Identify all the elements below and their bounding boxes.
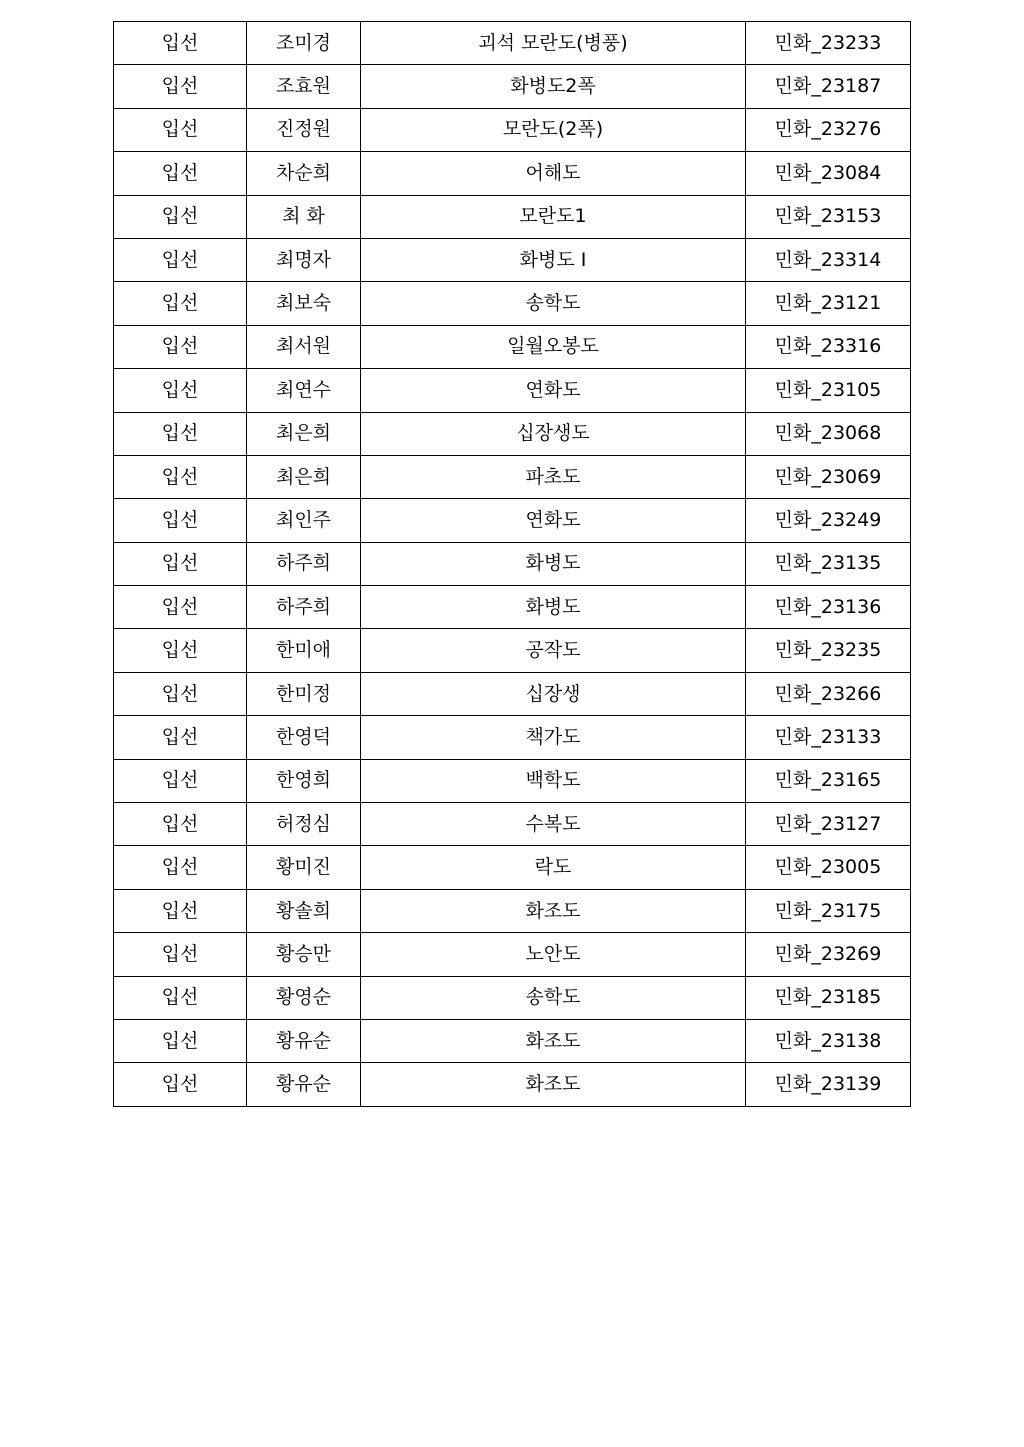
artwork-title-cell: 화병도 [361, 542, 746, 585]
artwork-title-cell: 송학도 [361, 282, 746, 325]
entry-code-cell: 민화_23165 [746, 759, 911, 802]
table-row [114, 672, 911, 715]
artwork-title-cell: 모란도(2폭) [361, 108, 746, 151]
entry-code-cell: 민화_23127 [746, 803, 911, 846]
artist-name-cell: 조효원 [247, 65, 361, 108]
entry-code-cell: 민화_23138 [746, 1019, 911, 1062]
award-cell: 입선 [114, 412, 247, 455]
table-row [114, 759, 911, 802]
artwork-title-cell: 어해도 [361, 152, 746, 195]
award-cell: 입선 [114, 108, 247, 151]
artwork-title-cell: 모란도1 [361, 195, 746, 238]
results-table-body [114, 22, 911, 1107]
table-row [114, 933, 911, 976]
artist-name-cell: 최은희 [247, 412, 361, 455]
artist-name-cell: 최명자 [247, 238, 361, 281]
artist-name-cell: 황미진 [247, 846, 361, 889]
entry-code-cell: 민화_23316 [746, 325, 911, 368]
artist-name-cell: 허정심 [247, 803, 361, 846]
artwork-title-cell: 백학도 [361, 759, 746, 802]
award-cell: 입선 [114, 586, 247, 629]
award-cell: 입선 [114, 1019, 247, 1062]
artwork-title-cell: 화병도 Ⅰ [361, 238, 746, 281]
award-cell: 입선 [114, 22, 247, 65]
artwork-title-cell: 송학도 [361, 976, 746, 1019]
artist-name-cell: 황승만 [247, 933, 361, 976]
artist-name-cell: 하주희 [247, 542, 361, 585]
artist-name-cell: 진정원 [247, 108, 361, 151]
table-row [114, 1019, 911, 1062]
entry-code-cell: 민화_23187 [746, 65, 911, 108]
artwork-title-cell: 십장생도 [361, 412, 746, 455]
table-row [114, 586, 911, 629]
award-cell: 입선 [114, 933, 247, 976]
artwork-title-cell: 십장생 [361, 672, 746, 715]
table-row [114, 1063, 911, 1106]
entry-code-cell: 민화_23249 [746, 499, 911, 542]
entry-code-cell: 민화_23314 [746, 238, 911, 281]
artwork-title-cell: 화조도 [361, 1063, 746, 1106]
award-cell: 입선 [114, 195, 247, 238]
table-row [114, 803, 911, 846]
entry-code-cell: 민화_23185 [746, 976, 911, 1019]
results-table [113, 21, 911, 1107]
entry-code-cell: 민화_23105 [746, 369, 911, 412]
table-row [114, 369, 911, 412]
entry-code-cell: 민화_23133 [746, 716, 911, 759]
award-cell: 입선 [114, 672, 247, 715]
award-cell: 입선 [114, 369, 247, 412]
entry-code-cell: 민화_23276 [746, 108, 911, 151]
table-row [114, 716, 911, 759]
table-row [114, 152, 911, 195]
artwork-title-cell: 화조도 [361, 1019, 746, 1062]
entry-code-cell: 민화_23233 [746, 22, 911, 65]
artwork-title-cell: 락도 [361, 846, 746, 889]
entry-code-cell: 민화_23139 [746, 1063, 911, 1106]
table-row [114, 195, 911, 238]
table-row [114, 499, 911, 542]
award-cell: 입선 [114, 889, 247, 932]
artist-name-cell: 한미애 [247, 629, 361, 672]
award-cell: 입선 [114, 976, 247, 1019]
entry-code-cell: 민화_23136 [746, 586, 911, 629]
artwork-title-cell: 화병도2폭 [361, 65, 746, 108]
award-cell: 입선 [114, 238, 247, 281]
table-row [114, 542, 911, 585]
table-row [114, 455, 911, 498]
artwork-title-cell: 파초도 [361, 455, 746, 498]
artist-name-cell: 황유순 [247, 1063, 361, 1106]
entry-code-cell: 민화_23069 [746, 455, 911, 498]
table-row [114, 282, 911, 325]
entry-code-cell: 민화_23068 [746, 412, 911, 455]
artist-name-cell: 조미경 [247, 22, 361, 65]
artwork-title-cell: 화조도 [361, 889, 746, 932]
entry-code-cell: 민화_23135 [746, 542, 911, 585]
artist-name-cell: 차순희 [247, 152, 361, 195]
artist-name-cell: 최은희 [247, 455, 361, 498]
artist-name-cell: 황영순 [247, 976, 361, 1019]
artist-name-cell: 황솔희 [247, 889, 361, 932]
table-row [114, 889, 911, 932]
artwork-title-cell: 연화도 [361, 499, 746, 542]
artist-name-cell: 한미정 [247, 672, 361, 715]
entry-code-cell: 민화_23121 [746, 282, 911, 325]
table-row [114, 108, 911, 151]
artwork-title-cell: 수복도 [361, 803, 746, 846]
table-row [114, 325, 911, 368]
artist-name-cell: 최보숙 [247, 282, 361, 325]
artist-name-cell: 최연수 [247, 369, 361, 412]
artist-name-cell: 한영덕 [247, 716, 361, 759]
entry-code-cell: 민화_23175 [746, 889, 911, 932]
artwork-title-cell: 괴석 모란도(병풍) [361, 22, 746, 65]
award-cell: 입선 [114, 716, 247, 759]
table-row [114, 412, 911, 455]
artist-name-cell: 최 화 [247, 195, 361, 238]
award-cell: 입선 [114, 65, 247, 108]
award-cell: 입선 [114, 542, 247, 585]
entry-code-cell: 민화_23153 [746, 195, 911, 238]
entry-code-cell: 민화_23084 [746, 152, 911, 195]
table-row [114, 65, 911, 108]
award-cell: 입선 [114, 803, 247, 846]
award-cell: 입선 [114, 499, 247, 542]
artwork-title-cell: 화병도 [361, 586, 746, 629]
award-cell: 입선 [114, 455, 247, 498]
award-cell: 입선 [114, 1063, 247, 1106]
artist-name-cell: 황유순 [247, 1019, 361, 1062]
table-row [114, 22, 911, 65]
entry-code-cell: 민화_23235 [746, 629, 911, 672]
award-cell: 입선 [114, 629, 247, 672]
award-cell: 입선 [114, 759, 247, 802]
artist-name-cell: 최서원 [247, 325, 361, 368]
table-row [114, 976, 911, 1019]
award-cell: 입선 [114, 152, 247, 195]
entry-code-cell: 민화_23266 [746, 672, 911, 715]
award-cell: 입선 [114, 282, 247, 325]
table-row [114, 238, 911, 281]
artist-name-cell: 한영희 [247, 759, 361, 802]
table-row [114, 846, 911, 889]
artist-name-cell: 최인주 [247, 499, 361, 542]
entry-code-cell: 민화_23269 [746, 933, 911, 976]
table-row [114, 629, 911, 672]
artwork-title-cell: 일월오봉도 [361, 325, 746, 368]
award-cell: 입선 [114, 846, 247, 889]
artwork-title-cell: 공작도 [361, 629, 746, 672]
artwork-title-cell: 책가도 [361, 716, 746, 759]
artwork-title-cell: 노안도 [361, 933, 746, 976]
artwork-title-cell: 연화도 [361, 369, 746, 412]
artist-name-cell: 하주희 [247, 586, 361, 629]
award-cell: 입선 [114, 325, 247, 368]
entry-code-cell: 민화_23005 [746, 846, 911, 889]
